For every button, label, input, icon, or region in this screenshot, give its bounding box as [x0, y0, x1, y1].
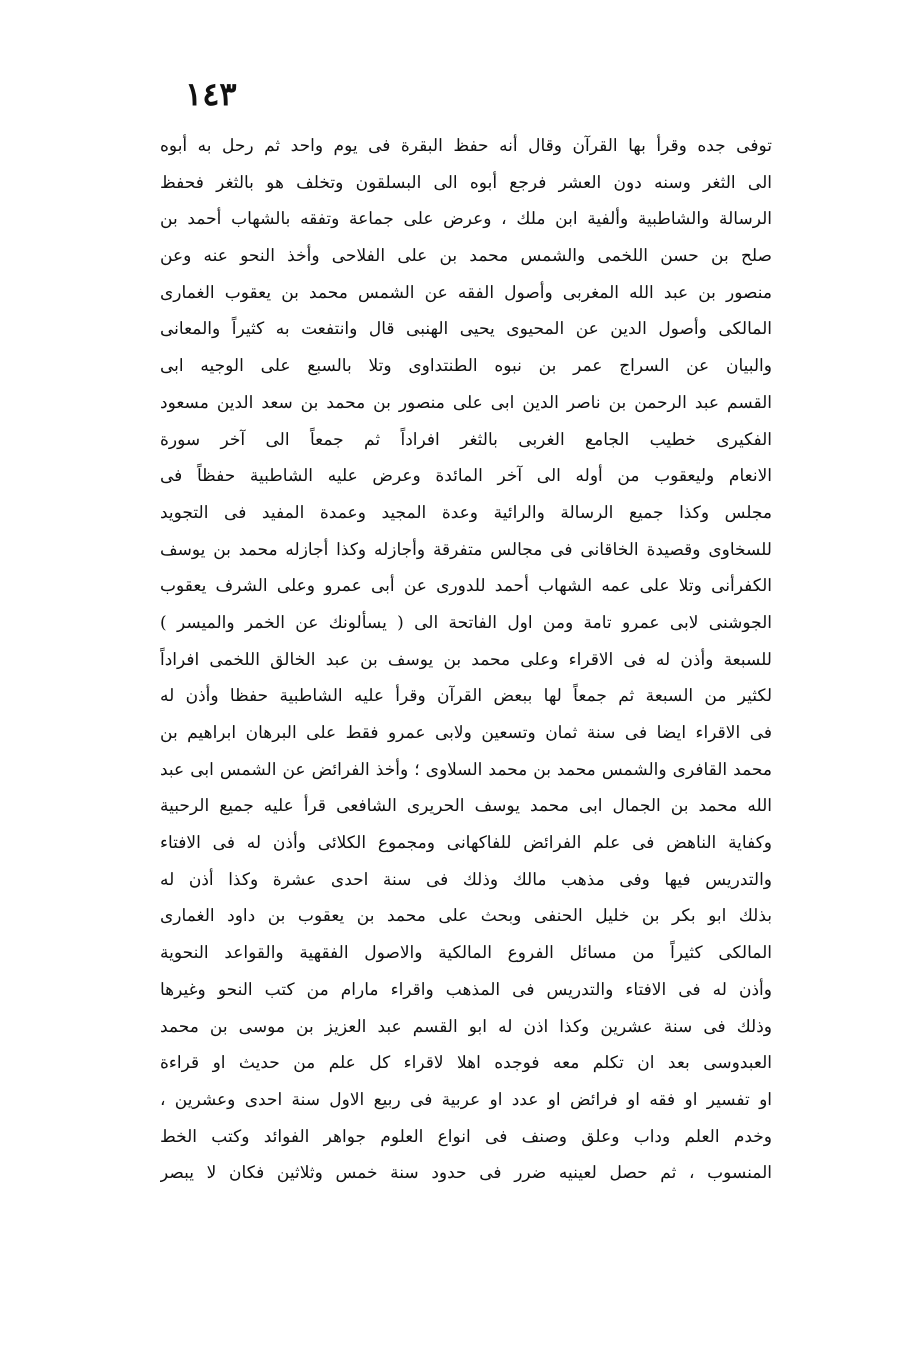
text-line: وأذن له فى الافتاء والتدريس فى المذهب واقراء مارام من كتب النحو وغيرها	[160, 979, 772, 1000]
text-line: صلح بن حسن اللخمى والشمس محمد بن على الفلاحى وأخذ النحو عنه وعن	[160, 246, 772, 267]
text-line: القسم عبد الرحمن بن ناصر الدين ابى على منصور بن محمد بن سعد الدين مسعود	[160, 392, 772, 413]
text-line: توفى جده وقرأ بها القرآن وقال أنه حفظ البقرة فى يوم واحد ثم رحل به أبوه	[160, 136, 772, 156]
text-line: وذلك فى سنة عشرين وكذا اذن له ابو القسم عبد العزيز بن موسى بن محمد	[160, 1016, 772, 1037]
page-number: ١٤٣	[185, 75, 237, 113]
text-line: الجوشنى لابى عمرو تامة ومن اول الفاتحة الى ( يسألونك عن الخمر والميسر )	[160, 612, 772, 633]
text-line: للسبعة وأذن له فى الاقراء وعلى محمد بن يوسف بن عبد الخالق اللخمى افراداً	[160, 649, 772, 670]
text-line: الله محمد بن الجمال ابى محمد يوسف الحريرى الشافعى قرأ عليه جميع الرحبية	[160, 796, 772, 817]
text-line: والتدريس فيها وفى مذهب مالك وذلك فى سنة احدى عشرة وكذا أذن له	[160, 869, 772, 890]
text-line: الى الثغر وسنه دون العشر فرجع أبوه الى البسلقون وتخلف هو بالثغر فحفظ	[160, 172, 772, 193]
text-line: والبيان عن السراج عمر بن نبوه الطنتداوى وتلا بالسبع على الوجيه ابى	[160, 356, 772, 377]
text-line: الفكيرى خطيب الجامع الغربى بالثغر افراداً ثم جمعاً الى آخر سورة	[160, 429, 772, 450]
text-line: العبدوسى بعد ان تكلم معه فوجده اهلا لاقراء كل علم من حديث او قراءة	[160, 1053, 772, 1074]
text-line: مجلس وكذا جميع الرسالة والرائية وعدة المجيد وعمدة المفيد فى التجويد	[160, 502, 772, 523]
text-line: الكفرأنى وتلا على عمه الشهاب أحمد للدورى عن أبى عمرو وعلى الشرف يعقوب	[160, 576, 772, 597]
text-line: لكثير من السبعة ثم جمعاً لها ببعض القرآن وقرأ عليه الشاطبية حفظا وأذن له	[160, 686, 772, 707]
text-line: وكفاية الناهض فى علم الفرائض للفاكهانى ومجموع الكلائى وأذن له فى الافتاء	[160, 833, 772, 854]
text-line: فى الاقراء ايضا فى سنة ثمان وتسعين ولابى عمرو فقط على البرهان ابراهيم بن	[160, 723, 772, 743]
text-line: الانعام وليعقوب من أوله الى آخر المائدة وعرض عليه الشاطبية حفظاً فى	[160, 466, 772, 487]
text-line: محمد القافرى والشمس محمد بن محمد السلاوى ؛ وأخذ الفرائض عن الشمس ابى عبد	[160, 759, 772, 780]
text-line: المالكى وأصول الدين عن المحيوى يحيى الهنبى قال وانتفعت به كثيراً والمعانى	[160, 319, 772, 340]
text-line: او تفسير او فقه او فرائض او عدد او عربية فى ربيع الاول سنة احدى وعشرين ،	[160, 1089, 772, 1110]
text-line: المنسوب ، ثم حصل لعينيه ضرر فى حدود سنة خمس وثلاثين فكان لا يبصر	[160, 1163, 772, 1184]
text-line: للسخاوى وقصيدة الخاقانى فى مجالس متفرقة وأجازله وكذا أجازله محمد بن يوسف	[160, 539, 772, 560]
text-line: الرسالة والشاطبية وألفية ابن ملك ، وعرض على جماعة وتفقه بالشهاب أحمد بن	[160, 209, 772, 230]
text-line: المالكى كثيراً من مسائل الفروع المالكية والاصول الفقهية والقواعد النحوية	[160, 943, 772, 964]
text-line: منصور بن عبد الله المغربى وأصول الفقه عن الشمس محمد بن يعقوب الغمارى	[160, 282, 772, 303]
text-line: بذلك ابو بكر بن خليل الحنفى وبحث على محمد بن يعقوب بن داود الغمارى	[160, 906, 772, 927]
page-text	[160, 128, 772, 1192]
text-line: وخدم العلم وداب وعلق وصنف فى انواع العلوم جواهر الفوائد وكتب الخط	[160, 1126, 772, 1147]
